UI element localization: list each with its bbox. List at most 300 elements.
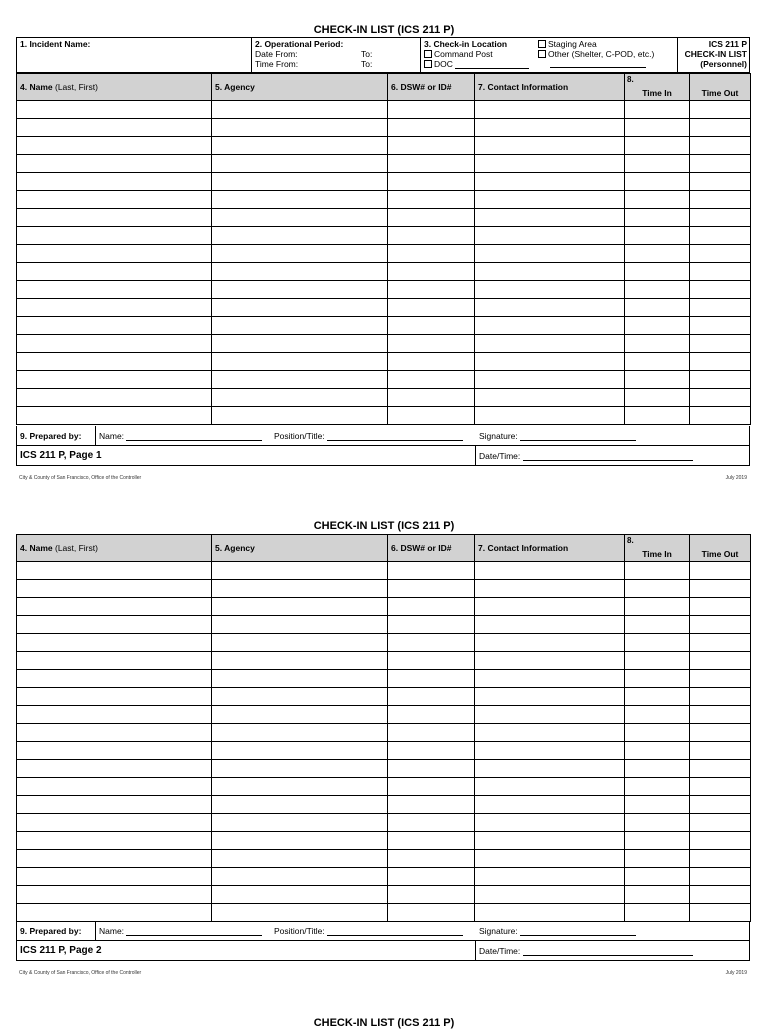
personnel-table-page1 [16,73,751,425]
table-row [17,173,751,191]
table-row [17,832,751,850]
entry-cell[interactable] [690,137,751,155]
entry-cell[interactable] [625,119,690,137]
table-row [17,263,751,281]
entry-cell[interactable] [475,634,625,652]
entry-cell[interactable] [690,335,751,353]
entry-cell[interactable] [625,263,690,281]
entry-cell[interactable] [625,652,690,670]
entry-cell[interactable] [17,137,212,155]
entry-cell[interactable] [625,688,690,706]
entry-cell[interactable] [475,155,625,173]
entry-cell[interactable] [388,155,475,173]
entry-cell[interactable] [388,778,475,796]
entry-cell[interactable] [388,706,475,724]
entry-cell[interactable] [690,281,751,299]
entry-cell[interactable] [17,886,212,904]
entry-cell[interactable] [625,389,690,407]
entry-cell[interactable] [690,634,751,652]
entry-cell[interactable] [17,850,212,868]
entry-cell[interactable] [475,904,625,922]
entry-cell[interactable] [475,137,625,155]
entry-cell[interactable] [212,407,388,425]
entry-cell[interactable] [690,868,751,886]
entry-cell[interactable] [388,814,475,832]
entry-cell[interactable] [690,778,751,796]
entry-cell[interactable] [17,155,212,173]
entry-cell[interactable] [625,191,690,209]
entry-cell[interactable] [690,155,751,173]
entry-cell[interactable] [388,724,475,742]
entry-cell[interactable] [625,209,690,227]
org-footer: City & County of San Francisco, Office of the Controller [19,475,142,481]
entry-cell[interactable] [17,688,212,706]
entry-cell[interactable] [690,245,751,263]
entry-cell[interactable] [212,245,388,263]
entry-cell[interactable] [690,706,751,724]
entry-cell[interactable] [212,634,388,652]
entry-cell[interactable] [690,119,751,137]
entry-cell[interactable] [17,796,212,814]
entry-cell[interactable] [388,886,475,904]
entry-cell[interactable] [17,724,212,742]
table-row [17,335,751,353]
entry-cell[interactable] [17,299,212,317]
entry-cell[interactable] [475,778,625,796]
entry-cell[interactable] [388,299,475,317]
entry-cell[interactable] [625,335,690,353]
table-row [17,245,751,263]
entry-cell[interactable] [388,137,475,155]
incident-header [16,37,750,73]
entry-cell[interactable] [475,317,625,335]
entry-cell[interactable] [388,281,475,299]
entry-cell[interactable] [690,796,751,814]
entry-cell[interactable] [212,670,388,688]
entry-cell[interactable] [625,317,690,335]
entry-cell[interactable] [475,119,625,137]
form-title: CHECK-IN LIST (ICS 211 P) [313,1017,455,1029]
entry-cell[interactable] [388,191,475,209]
form-id-line1: ICS 211 P [708,39,747,49]
entry-cell[interactable] [388,796,475,814]
entry-cell[interactable] [388,598,475,616]
doc-blank-line[interactable] [455,60,529,69]
entry-cell[interactable] [475,353,625,371]
entry-cell[interactable] [212,580,388,598]
entry-cell[interactable] [17,562,212,580]
entry-cell[interactable] [212,227,388,245]
entry-cell[interactable] [475,616,625,634]
entry-cell[interactable] [625,173,690,191]
col-time-in-header: 8. Time In [625,74,690,101]
entry-cell[interactable] [17,281,212,299]
entry-cell[interactable] [625,227,690,245]
entry-cell[interactable] [212,191,388,209]
entry-cell[interactable] [690,389,751,407]
table-row [17,652,751,670]
entry-cell[interactable] [212,281,388,299]
entry-cell[interactable] [625,886,690,904]
entry-cell[interactable] [475,850,625,868]
datetime-line[interactable] [523,452,693,461]
entry-cell[interactable] [212,778,388,796]
datetime-label: Date/Time: [479,946,521,956]
entry-cell[interactable] [17,616,212,634]
entry-cell[interactable] [625,245,690,263]
entry-cell[interactable] [690,580,751,598]
table-row [17,724,751,742]
entry-cell[interactable] [388,616,475,634]
entry-cell[interactable] [388,562,475,580]
entry-cell[interactable] [625,778,690,796]
entry-cell[interactable] [475,796,625,814]
entry-cell[interactable] [388,317,475,335]
entry-cell[interactable] [388,760,475,778]
entry-cell[interactable] [212,173,388,191]
entry-cell[interactable] [212,353,388,371]
entry-cell[interactable] [690,227,751,245]
signature-line[interactable] [520,927,636,936]
entry-cell[interactable] [388,353,475,371]
entry-cell[interactable] [625,101,690,119]
entry-cell[interactable] [17,227,212,245]
entry-cell[interactable] [17,371,212,389]
table-row [17,101,751,119]
table-row [17,886,751,904]
entry-cell[interactable] [17,317,212,335]
entry-cell[interactable] [17,814,212,832]
doc-checkbox[interactable] [424,60,432,68]
entry-cell[interactable] [690,598,751,616]
prepared-by-label: 9. Prepared by: [20,926,82,936]
entry-cell[interactable] [17,706,212,724]
entry-cell[interactable] [625,353,690,371]
entry-cell[interactable] [17,598,212,616]
entry-cell[interactable] [212,616,388,634]
entry-cell[interactable] [690,904,751,922]
entry-cell[interactable] [212,299,388,317]
entry-cell[interactable] [388,227,475,245]
entry-cell[interactable] [475,706,625,724]
entry-cell[interactable] [388,634,475,652]
table-row [17,670,751,688]
entry-cell[interactable] [690,299,751,317]
entry-cell[interactable] [625,742,690,760]
table-row [17,706,751,724]
time-from-label: Time From: [255,59,299,69]
entry-cell[interactable] [212,317,388,335]
table-row [17,580,751,598]
entry-cell[interactable] [625,616,690,634]
entry-cell[interactable] [475,209,625,227]
entry-cell[interactable] [212,119,388,137]
entry-cell[interactable] [625,706,690,724]
entry-cell[interactable] [388,335,475,353]
entry-cell[interactable] [388,670,475,688]
entry-cell[interactable] [17,407,212,425]
entry-cell[interactable] [690,814,751,832]
entry-cell[interactable] [212,652,388,670]
entry-cell[interactable] [212,371,388,389]
entry-cell[interactable] [625,407,690,425]
entry-cell[interactable] [17,580,212,598]
entry-cell[interactable] [475,227,625,245]
command-post-label: Command Post [434,49,493,59]
entry-cell[interactable] [625,137,690,155]
entry-cell[interactable] [17,335,212,353]
entry-cell[interactable] [475,407,625,425]
entry-cell[interactable] [625,580,690,598]
entry-cell[interactable] [388,119,475,137]
entry-cell[interactable] [212,706,388,724]
entry-cell[interactable] [17,778,212,796]
entry-cell[interactable] [475,173,625,191]
entry-cell[interactable] [690,616,751,634]
entry-cell[interactable] [475,263,625,281]
entry-cell[interactable] [388,263,475,281]
entry-cell[interactable] [388,173,475,191]
entry-cell[interactable] [212,742,388,760]
entry-cell[interactable] [388,209,475,227]
entry-cell[interactable] [17,670,212,688]
entry-cell[interactable] [625,796,690,814]
time-to-label: To: [361,59,373,69]
entry-cell[interactable] [17,832,212,850]
entry-cell[interactable] [388,245,475,263]
entry-cell[interactable] [625,598,690,616]
table-row [17,227,751,245]
prepared-by-row [17,921,749,940]
entry-cell[interactable] [475,868,625,886]
entry-cell[interactable] [17,634,212,652]
entry-cell[interactable] [475,742,625,760]
entry-cell[interactable] [625,850,690,868]
entry-cell[interactable] [690,173,751,191]
entry-cell[interactable] [17,191,212,209]
entry-cell[interactable] [475,814,625,832]
entry-cell[interactable] [625,832,690,850]
entry-cell[interactable] [475,598,625,616]
col-contact-header: 7. Contact Information [475,74,625,101]
datetime-line[interactable] [523,947,693,956]
datetime-label: Date/Time: [479,451,521,461]
col-name-header: 4. Name (Last, First) [17,74,212,101]
entry-cell[interactable] [17,101,212,119]
entry-cell[interactable] [475,101,625,119]
table-row [17,634,751,652]
table-row [17,598,751,616]
entry-cell[interactable] [475,832,625,850]
entry-cell[interactable] [625,155,690,173]
entry-cell[interactable] [212,832,388,850]
table-row [17,562,751,580]
entry-cell[interactable] [388,742,475,760]
position-line[interactable] [327,927,463,936]
entry-cell[interactable] [625,760,690,778]
prepared-by-label: 9. Prepared by: [20,431,82,441]
entry-cell[interactable] [212,389,388,407]
entry-cell[interactable] [475,281,625,299]
footer-page2 [16,921,750,961]
entry-cell[interactable] [388,580,475,598]
entry-cell[interactable] [17,742,212,760]
entry-cell[interactable] [475,389,625,407]
entry-cell[interactable] [212,101,388,119]
entry-cell[interactable] [475,580,625,598]
name-line[interactable] [126,927,262,936]
entry-cell[interactable] [212,335,388,353]
entry-cell[interactable] [690,317,751,335]
table-row [17,742,751,760]
entry-cell[interactable] [17,389,212,407]
other-blank-line[interactable] [550,59,646,68]
entry-cell[interactable] [690,850,751,868]
entry-cell[interactable] [475,724,625,742]
entry-cell[interactable] [690,742,751,760]
entry-cell[interactable] [388,868,475,886]
entry-cell[interactable] [690,832,751,850]
col-time-out-header: Time Out [690,535,751,562]
table-row [17,209,751,227]
entry-cell[interactable] [212,796,388,814]
entry-cell[interactable] [388,832,475,850]
entry-cell[interactable] [475,688,625,706]
entry-cell[interactable] [17,904,212,922]
entry-cell[interactable] [212,562,388,580]
personnel-table-page2 [16,534,751,922]
table-header-row [17,535,751,562]
entry-cell[interactable] [690,886,751,904]
entry-cell[interactable] [212,814,388,832]
entry-cell[interactable] [475,335,625,353]
form-id-block [678,38,750,72]
entry-cell[interactable] [17,209,212,227]
entry-cell[interactable] [212,263,388,281]
operational-period [252,38,420,72]
staging-area-checkbox[interactable] [538,40,546,48]
name-line[interactable] [126,432,262,441]
signature-line[interactable] [520,432,636,441]
entry-cell[interactable] [690,652,751,670]
signature-label: Signature: [479,431,518,441]
entry-cell[interactable] [388,850,475,868]
entry-cell[interactable] [212,886,388,904]
entry-cell[interactable] [17,652,212,670]
prepared-by-row [17,426,749,445]
position-line[interactable] [327,432,463,441]
entry-cell[interactable] [625,634,690,652]
entry-cell[interactable] [475,245,625,263]
entry-cell[interactable] [212,760,388,778]
entry-cell[interactable] [212,724,388,742]
entry-cell[interactable] [388,101,475,119]
entry-cell[interactable] [388,904,475,922]
entry-cell[interactable] [690,670,751,688]
entry-cell[interactable] [475,371,625,389]
entry-cell[interactable] [625,868,690,886]
entry-cell[interactable] [625,814,690,832]
page-info-row [17,940,749,960]
entry-cell[interactable] [690,353,751,371]
entry-cell[interactable] [17,868,212,886]
entry-cell[interactable] [17,119,212,137]
entry-cell[interactable] [475,652,625,670]
entry-cell[interactable] [17,263,212,281]
table-row [17,814,751,832]
table-row [17,281,751,299]
entry-cell[interactable] [475,760,625,778]
entry-cell[interactable] [690,263,751,281]
table-row [17,796,751,814]
entry-cell[interactable] [475,299,625,317]
entry-cell[interactable] [212,155,388,173]
entry-cell[interactable] [690,209,751,227]
entry-cell[interactable] [625,299,690,317]
entry-cell[interactable] [690,688,751,706]
entry-cell[interactable] [388,652,475,670]
entry-cell[interactable] [475,191,625,209]
entry-cell[interactable] [388,389,475,407]
entry-cell[interactable] [690,760,751,778]
entry-cell[interactable] [690,371,751,389]
entry-cell[interactable] [690,101,751,119]
entry-cell[interactable] [475,886,625,904]
col-contact-header: 7. Contact Information [475,535,625,562]
checkin-location [421,38,677,72]
entry-cell[interactable] [17,353,212,371]
entry-cell[interactable] [212,688,388,706]
entry-cell[interactable] [388,407,475,425]
entry-cell[interactable] [690,562,751,580]
entry-cell[interactable] [388,371,475,389]
entry-cell[interactable] [625,904,690,922]
entry-cell[interactable] [212,850,388,868]
incident-name-label: 1. Incident Name: [20,39,91,49]
entry-cell[interactable] [625,670,690,688]
table-row [17,119,751,137]
entry-cell[interactable] [625,371,690,389]
col-dsw-header: 6. DSW# or ID# [388,74,475,101]
entry-cell[interactable] [388,688,475,706]
entry-cell[interactable] [212,209,388,227]
entry-cell[interactable] [625,562,690,580]
page-label: ICS 211 P, Page 1 [20,450,102,461]
command-post-checkbox[interactable] [424,50,432,58]
page-label: ICS 211 P, Page 2 [20,945,102,956]
entry-cell[interactable] [17,245,212,263]
entry-cell[interactable] [212,904,388,922]
entry-cell[interactable] [690,407,751,425]
col-agency-header: 5. Agency [212,74,388,101]
entry-cell[interactable] [17,173,212,191]
entry-cell[interactable] [212,868,388,886]
entry-cell[interactable] [212,137,388,155]
other-location-checkbox[interactable] [538,50,546,58]
entry-cell[interactable] [17,760,212,778]
entry-cell[interactable] [690,724,751,742]
entry-cell[interactable] [475,670,625,688]
col-agency-header: 5. Agency [212,535,388,562]
entry-cell[interactable] [690,191,751,209]
entry-cell[interactable] [212,598,388,616]
col-time-out-header: Time Out [690,74,751,101]
checkin-location-label: 3. Check-in Location [424,39,508,49]
entry-cell[interactable] [625,281,690,299]
entry-cell[interactable] [475,562,625,580]
doc-label: DOC [434,59,453,69]
entry-cell[interactable] [625,724,690,742]
